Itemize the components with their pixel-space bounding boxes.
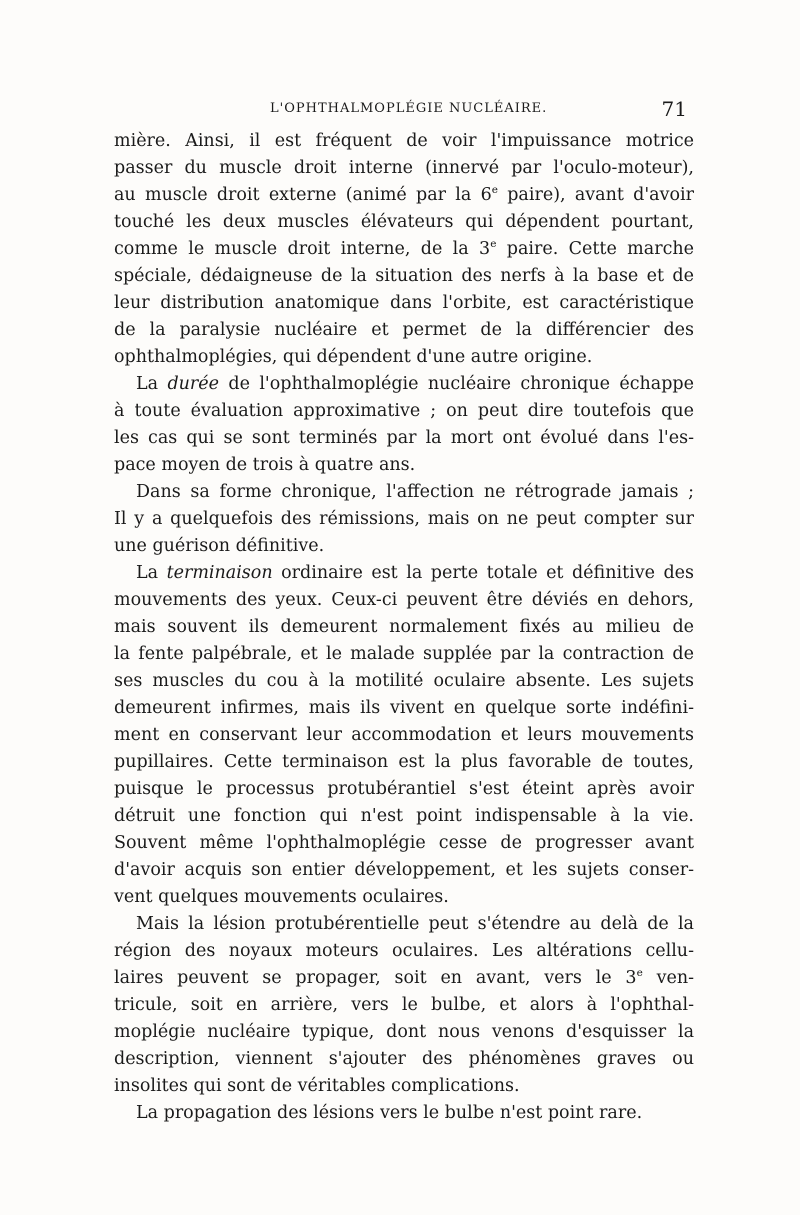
text-line: ophthalmoplégies, qui dépendent d'une autre origine. [114,347,593,367]
text-line: mais souvent ils demeurent normalement fixés au milieu de [114,617,694,637]
italic-term: terminaison [166,563,273,583]
text-line: La durée de l'ophthalmoplégie nucléaire chronique échappe [136,374,694,394]
text-line: vent quelques mouvements oculaires. [114,887,449,907]
page-number: 71 [661,97,687,121]
text-line: La terminaison ordinaire est la perte totale et définitive des [136,563,694,583]
text-line: Il y a quelquefois des rémissions, mais on ne peut compter sur [114,509,694,529]
text-line: de la paralysie nucléaire et permet de la différencier des [114,320,694,340]
body-text [114,128,694,1127]
text-line: à toute évaluation approximative ; on peut dire toutefois que [114,401,694,421]
text-line: ses muscles du cou à la motilité oculaire absente. Les sujets [114,671,694,691]
text-line: d'avoir acquis son entier développement, et les sujets conser- [114,860,694,880]
text-line: Dans sa forme chronique, l'affection ne rétrograde jamais ; [136,482,694,502]
text-line: la fente palpébrale, et le malade supplée par la contraction de [114,644,694,664]
text-line: demeurent infirmes, mais ils vivent en quelque sorte indéfini- [114,698,694,718]
text-line: région des noyaux moteurs oculaires. Les altérations cellu- [114,941,694,961]
text-line: description, viennent s'ajouter des phénomènes graves ou [114,1049,694,1069]
text-line: spéciale, dédaigneuse de la situation des nerfs à la base et de [114,266,694,286]
page-header [115,97,687,121]
text-line: La propagation des lésions vers le bulbe n'est point rare. [136,1103,643,1123]
text-line: détruit une fonction qui n'est point indispensable à la vie. [114,806,694,826]
text-line: moplégie nucléaire typique, dont nous venons d'esquisser la [114,1022,694,1042]
text-line: au muscle droit externe (animé par la 6e paire), avant d'avoir [114,184,694,205]
text-line: pace moyen de trois à quatre ans. [114,455,416,475]
text-line: touché les deux muscles élévateurs qui dépendent pourtant, [114,212,694,232]
text-line: tricule, soit en arrière, vers le bulbe, et alors à l'ophthal- [114,995,694,1015]
text-line: une guérison définitive. [114,536,325,556]
running-head: L'OPHTHALMOPLÉGIE NUCLÉAIRE. [270,101,548,116]
text-line: Souvent même l'ophthalmoplégie cesse de progresser avant [114,833,694,853]
text-line: laires peuvent se propager, soit en avant, vers le 3e ven- [114,967,695,988]
text-line: puisque le processus protubérantiel s'est éteint après avoir [114,779,694,799]
text-line: mière. Ainsi, il est fréquent de voir l'impuissance motrice [114,131,694,151]
text-line: insolites qui sont de véritables complications. [114,1076,520,1096]
text-line: comme le muscle droit interne, de la 3e paire. Cette marche [114,238,694,259]
text-line: mouvements des yeux. Ceux-ci peuvent être déviés en dehors, [114,590,694,610]
italic-term: durée [167,374,219,394]
text-line: les cas qui se sont terminés par la mort ont évolué dans l'es- [114,428,694,448]
text-line: Mais la lésion protubérentielle peut s'étendre au delà de la [136,914,694,934]
text-line: passer du muscle droit interne (innervé par l'oculo-moteur), [114,158,694,178]
text-line: leur distribution anatomique dans l'orbite, est caractéristique [114,293,694,313]
text-line: ment en conservant leur accommodation et leurs mouvements [114,725,694,745]
text-line: pupillaires. Cette terminaison est la plus favorable de toutes, [114,752,694,772]
